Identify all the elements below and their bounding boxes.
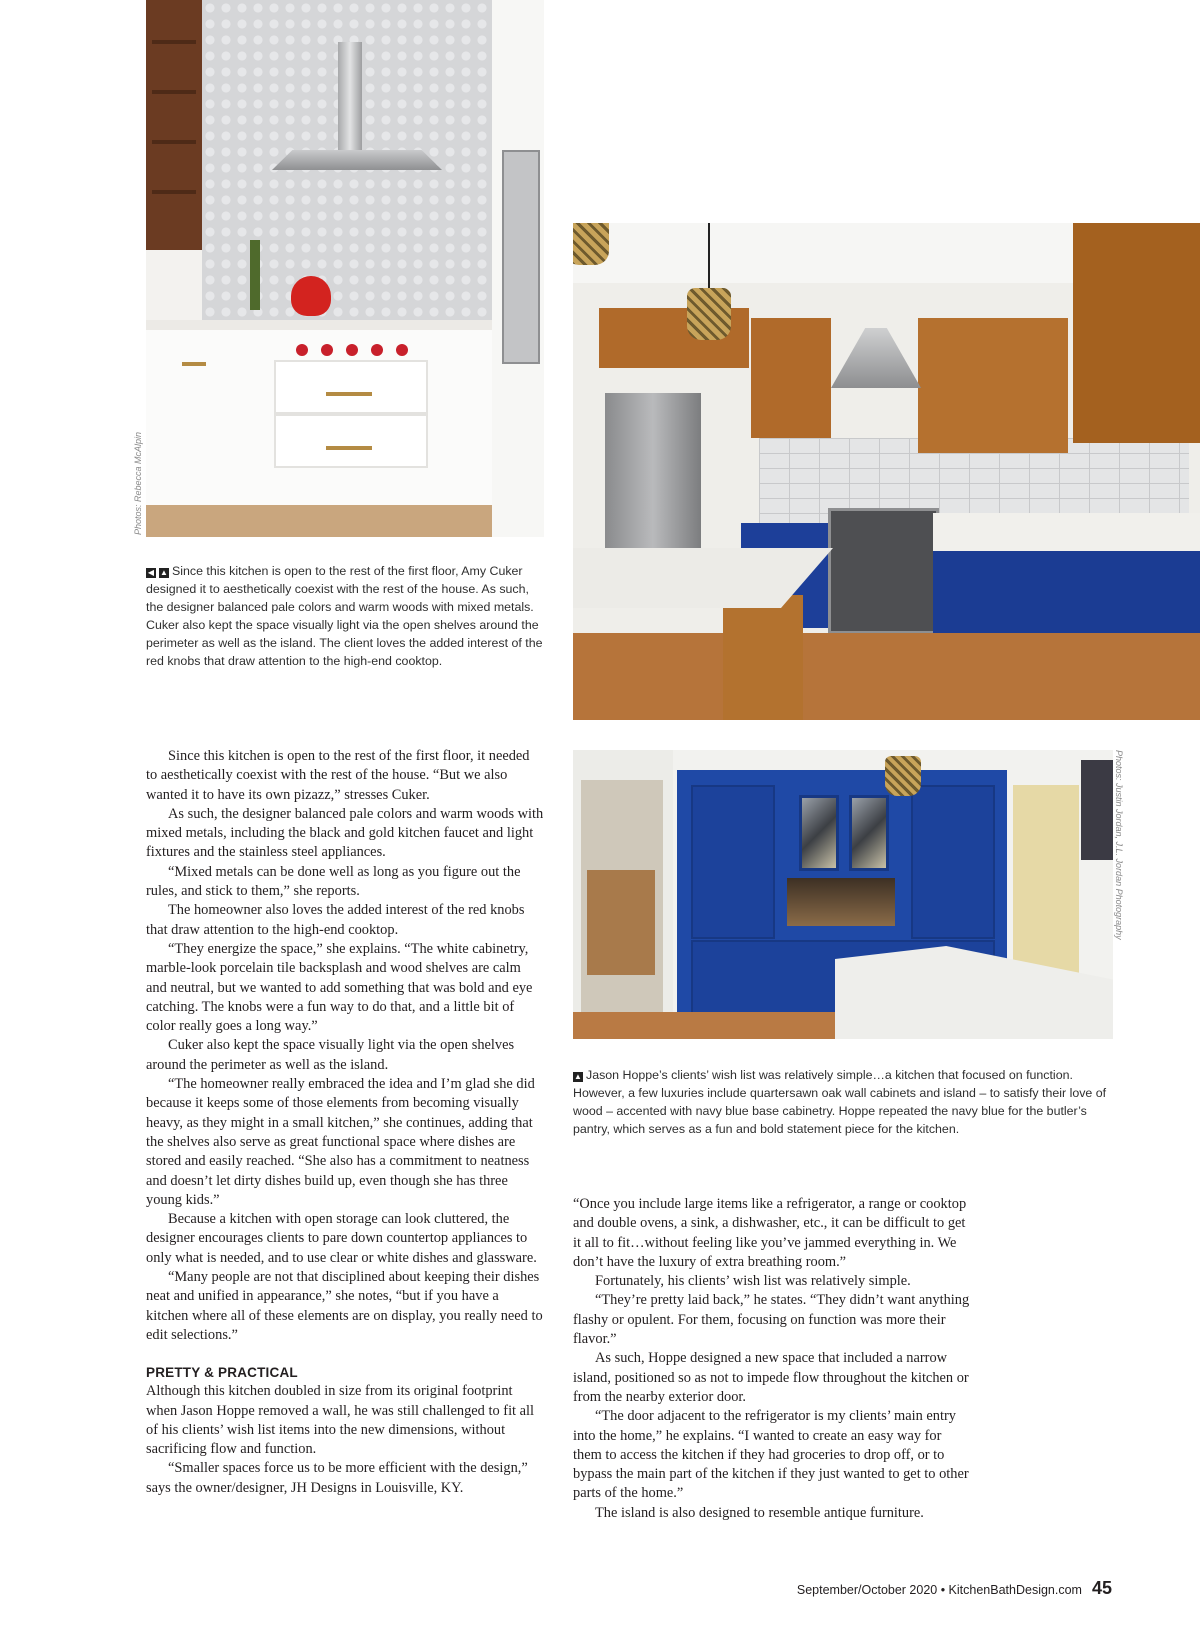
arrow-up-icon: ▲ xyxy=(574,1072,582,1081)
photo-blue-pantry xyxy=(573,750,1113,1039)
issue-line: September/October 2020 • KitchenBathDesign.com xyxy=(796,1583,1082,1597)
paragraph: “Once you include large items like a refrigerator, a range or cooktop and double ovens, a sink, a dishwasher, etc., it can be difficult to get it all to fit…without feeling like you’ve jammed everything in. We don’t have the luxury of extra breathing room.” xyxy=(573,1196,967,1270)
arrow-up-icon: ▲ xyxy=(160,568,168,577)
caption-white-kitchen xyxy=(146,562,544,670)
paragraph: Fortunately, his clients’ wish list was relatively simple. xyxy=(595,1273,911,1290)
paragraph: Although this kitchen doubled in size from its original footprint when Jason Hoppe removed a wall, he was still challenged to fit all of his clients’ wish list items into the new dimensions, without sacrificing flow and function. xyxy=(146,1383,535,1458)
page-footer xyxy=(797,1578,1112,1599)
article-column-left xyxy=(146,747,544,1498)
paragraph: The homeowner also loves the added interest of the red knobs that draw attention to the high-end cooktop. xyxy=(146,902,525,938)
caption-text: Since this kitchen is open to the rest of the first floor, Amy Cuker designed it to aesthetically coexist with the rest of the house. As such, the designer balanced pale colors and warm woods with mixed metals. Cuker also kept the space visually light via the open shelves around the perimeter as well as the island. The client loves the added interest of the red knobs that draw attention to the high-end cooktop. xyxy=(146,564,543,668)
paragraph: “The homeowner really embraced the idea and I’m glad she did because it keeps some of those elements from becoming visually heavy, as they might in a small kitchen,” she continues, adding that the shelves also serve as great functional space where dishes are stored and easily reached. “She also has a commitment to neatness and doesn’t let dirty dishes build up, even though she has three young kids.” xyxy=(146,1076,535,1208)
caption-text: Jason Hoppe’s clients’ wish list was relatively simple…a kitchen that focused on function. However, a few luxuries include quartersawn oak wall cabinets and island – to satisfy their love of wood – accented with navy blue base cabinetry. Hoppe repeated the navy blue for the butler’s pantry, which serves as a fun and bold statement piece for the kitchen. xyxy=(573,1068,1107,1136)
photo-white-kitchen xyxy=(146,0,544,537)
paragraph: “Smaller spaces force us to be more efficient with the design,” says the owner/designer, JH Designs in Louisville, KY. xyxy=(146,1460,528,1496)
paragraph: The island is also designed to resemble antique furniture. xyxy=(595,1504,924,1521)
paragraph: Because a kitchen with open storage can look cluttered, the designer encourages clients to pare down countertop appliances to only what is needed, and to use clear or white dishes and glassware. xyxy=(146,1211,537,1266)
photo-credit-right: Photos: Justin Jordan, J.L. Jordan Photography xyxy=(1114,750,1124,940)
paragraph: “The door adjacent to the refrigerator is my clients’ main entry into the home,” he explains. “I wanted to create an easy way for them to access the kitchen if they had groceries to drop off, or to bypass the main part of the kitchen if they just wanted to get to other parts of the home.” xyxy=(573,1408,969,1502)
paragraph: Cuker also kept the space visually light via the open shelves around the perimeter as well as the island. xyxy=(146,1037,515,1073)
photo-credit-left: Photos: Rebecca McAlpin xyxy=(133,431,143,535)
page-number: 45 xyxy=(1091,1578,1112,1598)
paragraph: Since this kitchen is open to the rest of the first floor, it needed to aesthetically coexist with the rest of the house. “But we also wanted it to have its own pizazz,” stresses Cuker. xyxy=(146,748,530,803)
paragraph: “Many people are not that disciplined about keeping their dishes neat and unified in appearance,” she notes, “but if you have a kitchen where all of these elements are on display, you really need to edit selections.” xyxy=(146,1269,543,1343)
paragraph: “They energize the space,” she explains. “The white cabinetry, marble-look porcelain tile backsplash and wood shelves are calm and neutral, but we wanted to add something that was bold and eye catching. The knobs were a fun way to do that, and a little bit of color really goes a long way.” xyxy=(146,940,533,1035)
paragraph: “They’re pretty laid back,” he states. “They didn’t want anything flashy or opulent. For them, focusing on function was more their flavor.” xyxy=(573,1292,970,1348)
caption-blue-kitchen xyxy=(573,1066,1113,1138)
paragraph: “Mixed metals can be done well as long as you figure out the rules, and stick to them,” she reports. xyxy=(146,863,521,900)
article-column-right xyxy=(573,1195,973,1523)
photo-blue-oak-kitchen xyxy=(573,223,1200,720)
section-heading: PRETTY & PRACTICAL xyxy=(146,1365,298,1381)
arrow-left-icon: ◀ xyxy=(147,568,155,577)
paragraph: As such, Hoppe designed a new space that included a narrow island, positioned so as not to impede flow throughout the kitchen or from the nearby exterior door. xyxy=(573,1350,969,1405)
paragraph: As such, the designer balanced pale colors and warm woods with mixed metals, including the black and gold kitchen faucet and light fixtures and the stainless steel appliances. xyxy=(146,805,544,861)
